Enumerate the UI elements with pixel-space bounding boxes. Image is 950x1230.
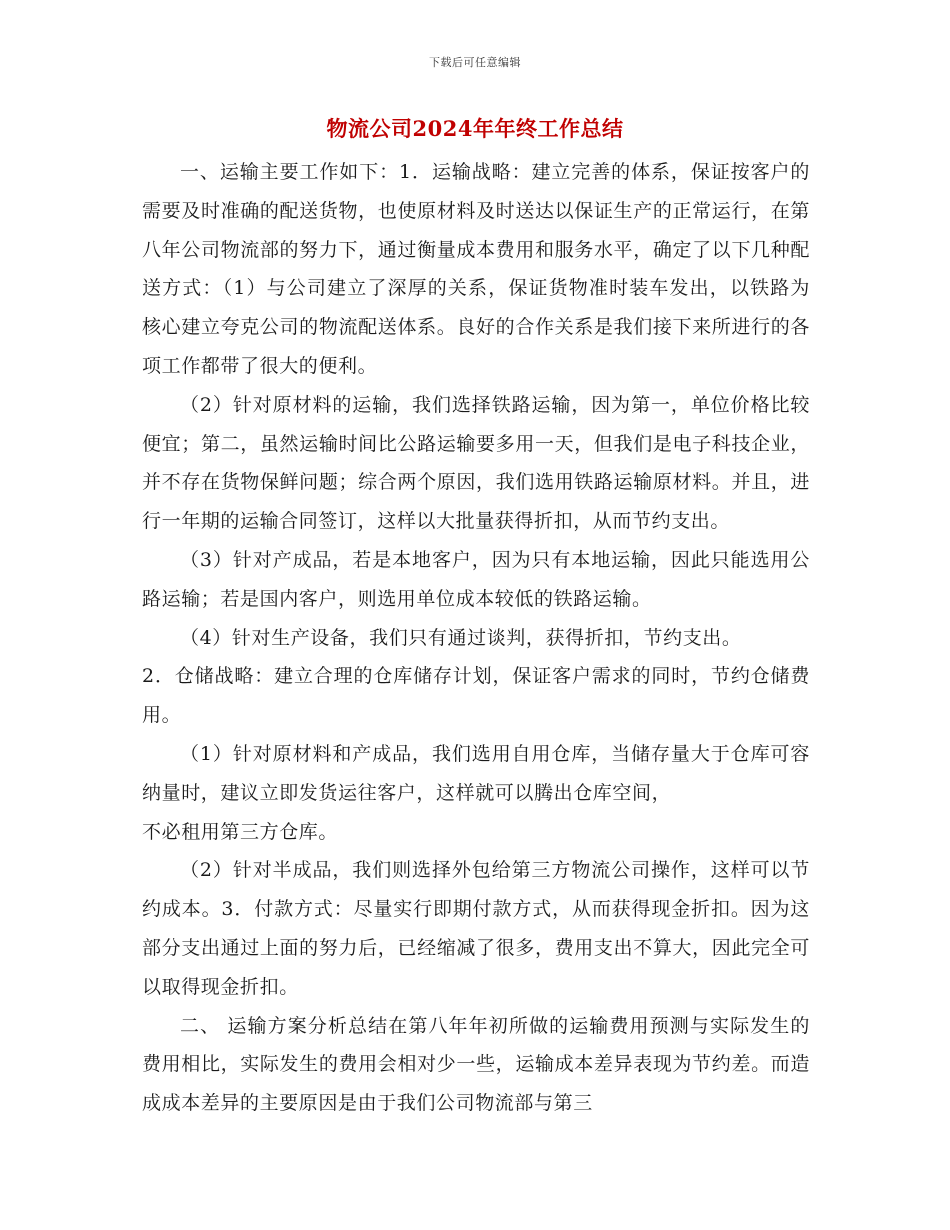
header-note: 下载后可任意编辑 [429, 56, 521, 69]
paragraph-finished-goods: （3）针对产成品，若是本地客户，因为只有本地运输，因此只能选用公路运输；若是国内客户，则选用单位成本较低的铁路运输。 [142, 548, 810, 610]
paragraph-transport-analysis: 二、 运输方案分析总结在第八年年初所做的运输费用预测与实际发生的费用相比，实际发生的费用会相对少一些，运输成本差异表现为节约差。而造成成本差异的主要原因是由于我们公司物流部与第三 [142, 1014, 810, 1115]
document-body [142, 153, 810, 1123]
paragraph-production-equipment: （4）针对生产设备，我们只有通过谈判，获得折扣，节约支出。 [180, 626, 742, 649]
paragraph-own-warehouse: （1）针对原材料和产成品，我们选用自用仓库，当储存量大于仓库可容纳量时，建议立即发货运往客户，这样就可以腾出仓库空间， [142, 742, 810, 804]
paragraph-transport-overview: 一、运输主要工作如下：1．运输战略：建立完善的体系，保证按客户的需要及时准确的配送货物，也使原材料及时送达以保证生产的正常运行，在第八年公司物流部的努力下，通过衡量成本费用和服务水平，确定了以下几种配送方式：（1）与公司建立了深厚的关系，保证货物准时装车发出，以铁路为核心建立夸克公司的物流配送体系。良好的合作关系是我们接下来所进行的各项工作都带了很大的便利。 [142, 161, 810, 377]
paragraph-third-party-warehouse: 不必租用第三方仓库。 [142, 820, 339, 843]
paragraph-storage-strategy: 2．仓储战略：建立合理的仓库储存计划，保证客户需求的同时，节约仓储费用。 [142, 665, 810, 727]
paragraph-semi-finished-goods: （2）针对半成品，我们则选择外包给第三方物流公司操作，这样可以节约成本。3．付款方式：尽量实行即期付款方式，从而获得现金折扣。因为这部分支出通过上面的努力后，已经缩减了很多，费用支出不算大，因此完全可以取得现金折扣。 [142, 859, 810, 998]
document-title: 物流公司2024年年终工作总结 [326, 116, 624, 141]
paragraph-raw-material-transport: （2）针对原材料的运输，我们选择铁路运输，因为第一，单位价格比较便宜；第二，虽然运输时间比公路运输要多用一天，但我们是电子科技企业，并不存在货物保鲜问题；综合两个原因，我们选用铁路运输原材料。并且，进行一年期的运输合同签订，这样以大批量获得折扣，从而节约支出。 [142, 393, 810, 533]
